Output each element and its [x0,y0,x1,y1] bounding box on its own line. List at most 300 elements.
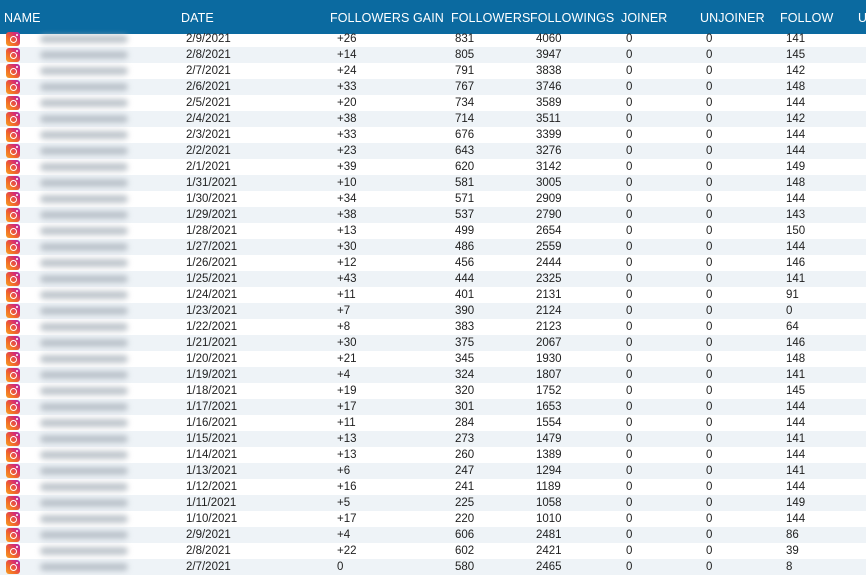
cell-unjoiner: 0 [706,81,713,93]
cell-followers: 383 [455,321,475,333]
cell-followers: 581 [455,177,475,189]
redacted-account-name [40,563,128,571]
cell-unjoiner: 0 [706,433,713,445]
cell-followings: 1010 [536,513,562,525]
cell-unjoiner: 0 [706,289,713,301]
table-row[interactable] [0,175,866,191]
redacted-account-name [40,275,128,283]
cell-follow: 86 [786,529,799,541]
redacted-account-name [40,467,128,475]
cell-followings: 4060 [536,33,562,45]
cell-followers-gain: +38 [337,209,357,221]
instagram-icon [6,256,20,270]
cell-date: 1/31/2021 [186,177,238,189]
table-row[interactable] [0,127,866,143]
cell-date: 1/13/2021 [186,465,238,477]
cell-followers: 486 [455,241,475,253]
table-row[interactable] [0,303,866,319]
cell-joiner: 0 [626,545,633,557]
cell-followings: 2654 [536,225,562,237]
cell-followers-gain: +21 [337,353,357,365]
cell-follow: 8 [786,561,793,573]
cell-followings: 2123 [536,321,562,333]
cell-joiner: 0 [626,241,633,253]
redacted-account-name [40,323,128,331]
cell-unjoiner: 0 [706,33,713,45]
cell-follow: 144 [786,145,806,157]
redacted-account-name [40,131,128,139]
cell-followers-gain: +4 [337,369,351,381]
cell-date: 1/27/2021 [186,241,238,253]
table-row[interactable] [0,255,866,271]
cell-followings: 2481 [536,529,562,541]
cell-followers-gain: +23 [337,145,357,157]
cell-unjoiner: 0 [706,385,713,397]
cell-date: 1/21/2021 [186,337,238,349]
cell-followers-gain: +33 [337,81,357,93]
column-header-followings[interactable]: FOLLOWINGS [530,11,615,25]
cell-followings: 1189 [536,481,561,493]
column-header-followers[interactable]: FOLLOWERS [451,11,531,25]
table-row[interactable] [0,447,866,463]
table-row[interactable] [0,511,866,527]
table-row[interactable] [0,223,866,239]
cell-follow: 150 [786,225,806,237]
cell-followers: 273 [455,433,475,445]
redacted-account-name [40,163,128,171]
cell-follow: 148 [786,81,806,93]
redacted-account-name [40,51,128,59]
redacted-account-name [40,227,128,235]
cell-followings: 1930 [536,353,562,365]
column-header-followers-gain[interactable]: FOLLOWERS GAIN [330,11,444,25]
cell-followers-gain: +10 [337,177,357,189]
cell-date: 1/19/2021 [186,369,238,381]
instagram-icon [6,144,20,158]
cell-joiner: 0 [626,305,633,317]
cell-followers: 643 [455,145,475,157]
cell-joiner: 0 [626,273,633,285]
cell-followings: 2067 [536,337,562,349]
redacted-account-name [40,195,128,203]
cell-followers: 247 [455,465,475,477]
cell-followers-gain: +17 [337,401,357,413]
instagram-icon [6,560,20,574]
cell-joiner: 0 [626,321,633,333]
cell-followings: 3511 [536,113,561,125]
cell-followers-gain: +26 [337,33,357,45]
cell-unjoiner: 0 [706,305,713,317]
cell-unjoiner: 0 [706,161,713,173]
cell-followers: 606 [455,529,475,541]
cell-followings: 2444 [536,257,562,269]
cell-followers-gain: +13 [337,433,357,445]
table-row[interactable] [0,495,866,511]
cell-followers-gain: +38 [337,113,357,125]
cell-date: 2/5/2021 [186,97,231,109]
table-row[interactable] [0,207,866,223]
cell-joiner: 0 [626,481,633,493]
instagram-icon [6,544,20,558]
instagram-icon [6,160,20,174]
cell-follow: 0 [786,305,793,317]
cell-followers-gain: +33 [337,129,357,141]
table-row[interactable] [0,271,866,287]
cell-date: 2/1/2021 [186,161,231,173]
cell-followers: 571 [455,193,475,205]
cell-unjoiner: 0 [706,241,713,253]
cell-followers: 301 [455,401,475,413]
table-row[interactable] [0,543,866,559]
table-row[interactable] [0,431,866,447]
cell-follow: 144 [786,449,806,461]
cell-follow: 39 [786,545,799,557]
instagram-icon [6,528,20,542]
cell-followers: 320 [455,385,475,397]
cell-joiner: 0 [626,257,633,269]
cell-followers-gain: +13 [337,449,357,461]
instagram-icon [6,80,20,94]
cell-unjoiner: 0 [706,529,713,541]
cell-follow: 146 [786,257,806,269]
table-row[interactable] [0,63,866,79]
redacted-account-name [40,147,128,155]
cell-followers: 767 [455,81,475,93]
cell-followers-gain: +34 [337,193,357,205]
column-header-date[interactable]: DATE [181,11,214,25]
cell-joiner: 0 [626,337,633,349]
table-row[interactable] [0,159,866,175]
cell-unjoiner: 0 [706,497,713,509]
cell-unjoiner: 0 [706,449,713,461]
instagram-icon [6,208,20,222]
cell-unjoiner: 0 [706,177,713,189]
table-row[interactable] [0,335,866,351]
cell-followers-gain: +6 [337,465,351,477]
cell-unjoiner: 0 [706,113,713,125]
instagram-icon [6,224,20,238]
cell-followers: 714 [455,113,475,125]
table-row[interactable] [0,399,866,415]
redacted-account-name [40,179,128,187]
instagram-icon [6,96,20,110]
cell-date: 2/4/2021 [186,113,231,125]
cell-followers-gain: +4 [337,529,351,541]
table-row[interactable] [0,527,866,543]
cell-follow: 144 [786,129,806,141]
cell-followers-gain: +24 [337,65,357,77]
redacted-account-name [40,307,128,315]
cell-followers-gain: 0 [337,561,344,573]
cell-followings: 2559 [536,241,562,253]
cell-followings: 3589 [536,97,562,109]
cell-follow: 145 [786,49,806,61]
instagram-icon [6,288,20,302]
cell-follow: 144 [786,401,806,413]
cell-followings: 1653 [536,401,562,413]
table-header [0,0,866,34]
cell-follow: 149 [786,497,806,509]
cell-follow: 141 [786,465,806,477]
cell-followers: 734 [455,97,475,109]
redacted-account-name [40,339,128,347]
column-header-partial[interactable]: U [858,11,867,25]
cell-unjoiner: 0 [706,401,713,413]
cell-follow: 142 [786,65,806,77]
cell-followers: 284 [455,417,475,429]
cell-followers: 444 [455,273,475,285]
instagram-icon [6,32,20,46]
cell-unjoiner: 0 [706,545,713,557]
cell-unjoiner: 0 [706,49,713,61]
cell-joiner: 0 [626,401,633,413]
cell-date: 1/22/2021 [186,321,238,333]
cell-unjoiner: 0 [706,369,713,381]
table-row[interactable] [0,367,866,383]
cell-followers: 580 [455,561,475,573]
cell-joiner: 0 [626,113,633,125]
cell-date: 1/20/2021 [186,353,238,365]
table-row[interactable] [0,239,866,255]
cell-joiner: 0 [626,49,633,61]
cell-followings: 3947 [536,49,562,61]
cell-followings: 1807 [536,369,562,381]
instagram-icon [6,336,20,350]
redacted-account-name [40,35,128,43]
cell-unjoiner: 0 [706,209,713,221]
cell-followers: 620 [455,161,475,173]
cell-unjoiner: 0 [706,193,713,205]
cell-followers: 456 [455,257,475,269]
cell-date: 1/23/2021 [186,305,238,317]
cell-followings: 3276 [536,145,562,157]
cell-followings: 1058 [536,497,562,509]
table-row[interactable] [0,415,866,431]
cell-follow: 144 [786,417,806,429]
redacted-account-name [40,387,128,395]
cell-follow: 91 [786,289,799,301]
table-row[interactable] [0,31,866,47]
cell-joiner: 0 [626,529,633,541]
cell-joiner: 0 [626,353,633,365]
cell-joiner: 0 [626,209,633,221]
cell-unjoiner: 0 [706,65,713,77]
cell-followers-gain: +12 [337,257,357,269]
redacted-account-name [40,211,128,219]
cell-followings: 2465 [536,561,562,573]
cell-followers: 676 [455,129,475,141]
cell-followers-gain: +11 [337,289,356,301]
cell-followers-gain: +14 [337,49,357,61]
redacted-account-name [40,435,128,443]
table-row[interactable] [0,463,866,479]
cell-followers-gain: +11 [337,417,356,429]
instagram-icon [6,448,20,462]
instagram-icon [6,320,20,334]
table-row[interactable] [0,95,866,111]
cell-joiner: 0 [626,97,633,109]
cell-unjoiner: 0 [706,145,713,157]
cell-follow: 144 [786,513,806,525]
cell-followers-gain: +17 [337,513,357,525]
cell-joiner: 0 [626,81,633,93]
cell-date: 2/9/2021 [186,529,231,541]
instagram-icon [6,64,20,78]
cell-date: 1/18/2021 [186,385,238,397]
cell-followers: 602 [455,545,475,557]
cell-joiner: 0 [626,561,633,573]
cell-joiner: 0 [626,33,633,45]
cell-unjoiner: 0 [706,465,713,477]
cell-unjoiner: 0 [706,337,713,349]
cell-follow: 148 [786,353,806,365]
cell-followings: 2421 [536,545,562,557]
cell-followers-gain: +8 [337,321,351,333]
cell-followers-gain: +7 [337,305,351,317]
table-row[interactable] [0,383,866,399]
cell-unjoiner: 0 [706,97,713,109]
cell-unjoiner: 0 [706,321,713,333]
cell-date: 1/24/2021 [186,289,238,301]
table-row[interactable] [0,79,866,95]
cell-followers: 537 [455,209,475,221]
cell-follow: 64 [786,321,799,333]
cell-follow: 144 [786,193,806,205]
cell-date: 2/7/2021 [186,561,231,573]
redacted-account-name [40,83,128,91]
cell-followers: 260 [455,449,475,461]
cell-date: 2/6/2021 [186,81,231,93]
cell-followers-gain: +30 [337,241,357,253]
cell-followers-gain: +13 [337,225,357,237]
cell-follow: 141 [786,369,806,381]
cell-followings: 3005 [536,177,562,189]
cell-followings: 1294 [536,465,562,477]
cell-followers-gain: +39 [337,161,357,173]
cell-joiner: 0 [626,289,633,301]
instagram-icon [6,112,20,126]
cell-follow: 141 [786,33,806,45]
cell-followers-gain: +43 [337,273,357,285]
instagram-icon [6,464,20,478]
table-row[interactable] [0,319,866,335]
redacted-account-name [40,243,128,251]
instagram-icon [6,496,20,510]
cell-follow: 142 [786,113,806,125]
cell-follow: 144 [786,97,806,109]
cell-followings: 1479 [536,433,562,445]
cell-joiner: 0 [626,449,633,461]
cell-followings: 3142 [536,161,562,173]
cell-unjoiner: 0 [706,225,713,237]
cell-joiner: 0 [626,225,633,237]
cell-followings: 2909 [536,193,562,205]
cell-date: 2/7/2021 [186,65,231,77]
cell-follow: 143 [786,209,806,221]
cell-date: 1/15/2021 [186,433,238,445]
redacted-account-name [40,115,128,123]
redacted-account-name [40,483,128,491]
instagram-icon [6,384,20,398]
redacted-account-name [40,355,128,363]
cell-followings: 1554 [536,417,562,429]
cell-followings: 3838 [536,65,562,77]
cell-date: 1/10/2021 [186,513,238,525]
cell-joiner: 0 [626,417,633,429]
column-header-joiner[interactable]: JOINER [621,11,668,25]
cell-follow: 144 [786,481,806,493]
cell-followings: 2325 [536,273,562,285]
table-row[interactable] [0,191,866,207]
cell-followers: 499 [455,225,475,237]
cell-joiner: 0 [626,369,633,381]
cell-follow: 148 [786,177,806,189]
cell-joiner: 0 [626,145,633,157]
cell-followings: 1389 [536,449,562,461]
cell-joiner: 0 [626,465,633,477]
cell-follow: 141 [786,433,806,445]
cell-date: 1/16/2021 [186,417,238,429]
cell-date: 1/26/2021 [186,257,238,269]
instagram-icon [6,176,20,190]
instagram-icon [6,512,20,526]
column-header-follow[interactable]: FOLLOW [780,11,834,25]
table-row[interactable] [0,351,866,367]
cell-joiner: 0 [626,177,633,189]
table-row[interactable] [0,111,866,127]
cell-follow: 141 [786,273,806,285]
cell-followings: 1752 [536,385,562,397]
cell-joiner: 0 [626,65,633,77]
cell-joiner: 0 [626,193,633,205]
cell-date: 2/3/2021 [186,129,231,141]
cell-date: 1/28/2021 [186,225,238,237]
redacted-account-name [40,531,128,539]
cell-date: 1/29/2021 [186,209,238,221]
cell-date: 2/2/2021 [186,145,231,157]
cell-followers-gain: +19 [337,385,357,397]
cell-followings: 3399 [536,129,562,141]
column-header-unjoiner[interactable]: UNJOINER [700,11,765,25]
table-row[interactable] [0,559,866,575]
redacted-account-name [40,67,128,75]
cell-followers: 375 [455,337,475,349]
cell-date: 1/25/2021 [186,273,238,285]
instagram-icon [6,432,20,446]
cell-followers: 220 [455,513,475,525]
table-row[interactable] [0,479,866,495]
instagram-icon [6,128,20,142]
instagram-icon [6,272,20,286]
cell-followers: 324 [455,369,475,381]
cell-joiner: 0 [626,129,633,141]
cell-joiner: 0 [626,433,633,445]
table-row[interactable] [0,47,866,63]
cell-followers: 831 [455,33,475,45]
cell-unjoiner: 0 [706,561,713,573]
cell-followers: 225 [455,497,475,509]
cell-followers-gain: +20 [337,97,357,109]
cell-unjoiner: 0 [706,129,713,141]
instagram-icon [6,480,20,494]
cell-joiner: 0 [626,513,633,525]
cell-followings: 2124 [536,305,562,317]
instagram-icon [6,400,20,414]
table-row[interactable] [0,143,866,159]
cell-followings: 2790 [536,209,562,221]
table-row[interactable] [0,287,866,303]
column-header-name[interactable]: NAME [4,11,41,25]
